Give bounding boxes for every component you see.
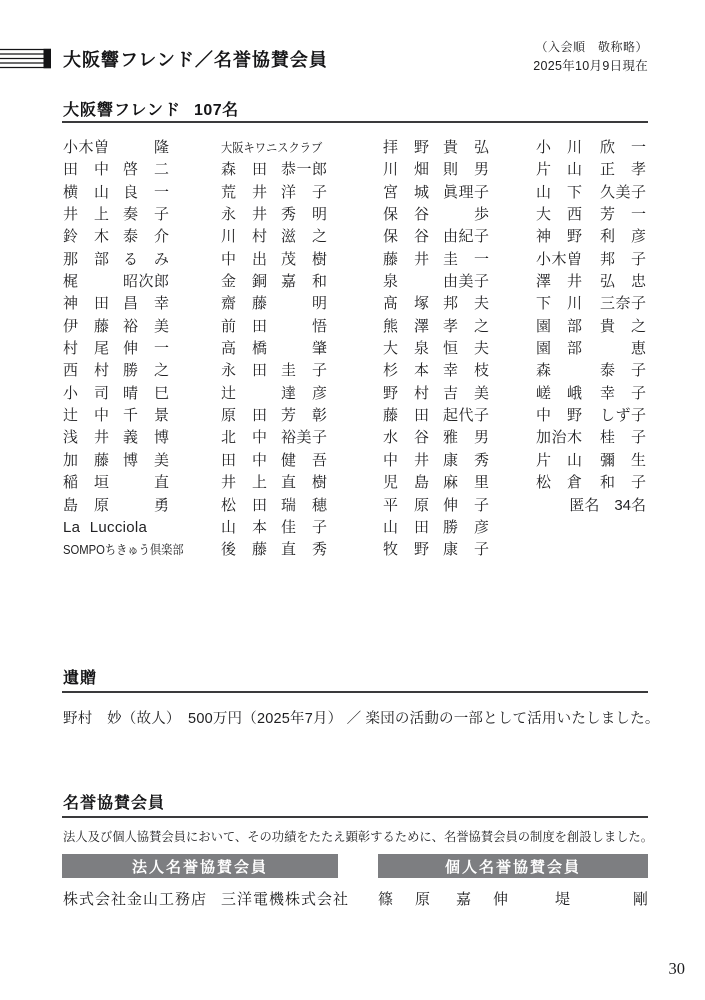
member-family-name: 園部 bbox=[536, 317, 582, 335]
member-name bbox=[383, 383, 489, 405]
honorary-member-name bbox=[518, 888, 648, 909]
music-staff-icon bbox=[0, 47, 54, 76]
member-family-name: 辻中 bbox=[63, 407, 109, 425]
corporate-honorary-members bbox=[63, 888, 349, 909]
header-notes bbox=[533, 40, 648, 74]
member-name bbox=[221, 271, 327, 293]
member-given-name: 佳子 bbox=[281, 518, 327, 536]
member-given-name: 圭子 bbox=[281, 362, 327, 380]
member-family-name: 山本 bbox=[221, 518, 267, 536]
member-given-name: 直秀 bbox=[281, 541, 327, 559]
member-given-name: 秀明 bbox=[281, 206, 327, 224]
bequest-text: 野村 妙（故人） 500万円（2025年7月） ／ 楽団の活動の一部として活用いたしました。 bbox=[63, 711, 660, 727]
member-name bbox=[221, 360, 327, 382]
member-given-name: 圭一 bbox=[443, 250, 489, 268]
member-name bbox=[221, 472, 327, 494]
member-name bbox=[221, 539, 327, 561]
member-family-name: 那部 bbox=[63, 250, 109, 268]
member-family-name: 松倉 bbox=[536, 474, 582, 492]
member-name bbox=[221, 159, 327, 181]
member-given-name: 啓二 bbox=[123, 161, 169, 179]
member-family-name: 小川 bbox=[536, 139, 582, 156]
member-family-name: 井上 bbox=[221, 474, 267, 492]
member-family-name: 澤井 bbox=[536, 273, 582, 291]
member-family-name: 川村 bbox=[221, 228, 267, 246]
member-given-name: 由紀子 bbox=[443, 228, 489, 246]
friends-heading-label: 大阪響フレンド bbox=[63, 102, 181, 119]
friends-columns bbox=[63, 137, 649, 567]
member-name bbox=[383, 495, 489, 517]
member-family-name: 加藤 bbox=[63, 451, 109, 469]
member-name bbox=[536, 405, 646, 427]
member-family-name: 島原 bbox=[63, 496, 109, 514]
member-family-name: 田中 bbox=[221, 451, 267, 469]
member-family-name: 保谷 bbox=[383, 228, 429, 246]
corporate-member-name: 三洋電機株式会社 bbox=[221, 891, 350, 908]
member-given-name: 三奈子 bbox=[600, 295, 646, 313]
member-name: SOMPOちきゅう倶楽部 bbox=[63, 543, 184, 558]
member-family-name: 梶 bbox=[63, 273, 79, 291]
member-given-name: 恵 bbox=[630, 340, 646, 358]
member-name bbox=[383, 539, 489, 561]
member-name bbox=[221, 450, 327, 472]
member-name: La Lucciola bbox=[63, 518, 148, 536]
member-family-name: 西村 bbox=[63, 362, 109, 380]
member-family-name: 杉本 bbox=[383, 362, 429, 380]
member-given-name: 恭一郎 bbox=[281, 161, 327, 179]
member-name bbox=[383, 204, 489, 226]
member-family-name: 篠原 bbox=[378, 891, 430, 908]
member-given-name: 勝之 bbox=[123, 362, 169, 380]
individual-honorary-bar bbox=[378, 854, 648, 878]
member-given-name: 孝之 bbox=[443, 317, 489, 335]
member-name bbox=[63, 338, 169, 360]
member-name bbox=[383, 137, 489, 159]
member-family-name: 泉 bbox=[383, 273, 399, 291]
member-given-name: 芳一 bbox=[600, 206, 646, 224]
member-name bbox=[63, 360, 169, 382]
member-given-name: 和子 bbox=[600, 474, 646, 492]
member-family-name: 後藤 bbox=[221, 541, 267, 559]
member-given-name: 直樹 bbox=[281, 474, 327, 492]
member-family-name: 小司 bbox=[63, 384, 109, 402]
member-given-name: 眞理子 bbox=[443, 183, 489, 201]
member-family-name: 永田 bbox=[221, 362, 267, 380]
member-given-name: 起代子 bbox=[443, 407, 489, 425]
member-name bbox=[221, 182, 327, 204]
member-name bbox=[63, 383, 169, 405]
member-family-name: 田中 bbox=[63, 161, 109, 179]
member-name bbox=[383, 360, 489, 382]
member-family-name: 齋藤 bbox=[221, 295, 267, 313]
member-name bbox=[221, 405, 327, 427]
member-given-name: 義博 bbox=[123, 429, 169, 447]
member-name bbox=[536, 472, 646, 494]
member-given-name: 隆 bbox=[153, 139, 169, 156]
member-name bbox=[63, 450, 169, 472]
member-given-name: 勝彦 bbox=[443, 518, 489, 536]
member-given-name: 康子 bbox=[443, 541, 489, 559]
member-name: 匿名 34名 bbox=[569, 496, 646, 514]
honorary-member-name bbox=[378, 888, 508, 909]
member-name bbox=[221, 517, 327, 539]
member-given-name: 恒夫 bbox=[443, 340, 489, 358]
member-given-name: 幸枝 bbox=[443, 362, 489, 380]
member-name bbox=[383, 159, 489, 181]
member-name bbox=[536, 271, 646, 293]
member-family-name: 髙塚 bbox=[383, 295, 429, 313]
member-name bbox=[383, 271, 489, 293]
member-name bbox=[536, 249, 646, 271]
member-given-name: 千景 bbox=[123, 407, 169, 425]
member-family-name: 片山 bbox=[536, 161, 582, 179]
member-name bbox=[536, 159, 646, 181]
member-name bbox=[383, 472, 489, 494]
member-given-name: 健吾 bbox=[281, 451, 327, 469]
member-given-name: 瑞穂 bbox=[281, 496, 327, 514]
member-name bbox=[536, 450, 646, 472]
member-given-name: 歩 bbox=[473, 206, 489, 224]
member-name bbox=[63, 226, 169, 248]
member-name bbox=[536, 338, 646, 360]
member-family-name: 山田 bbox=[383, 518, 429, 536]
member-family-name: 園部 bbox=[536, 340, 582, 358]
member-name bbox=[221, 495, 327, 517]
member-family-name: 松田 bbox=[221, 496, 267, 514]
member-given-name: 康秀 bbox=[443, 451, 489, 469]
member-name bbox=[536, 204, 646, 226]
member-given-name: 茂樹 bbox=[281, 250, 327, 268]
member-given-name: 則男 bbox=[443, 161, 489, 179]
member-family-name: 原田 bbox=[221, 407, 267, 425]
member-given-name: 博美 bbox=[123, 451, 169, 469]
member-given-name: 洋子 bbox=[281, 183, 327, 201]
member-name bbox=[383, 450, 489, 472]
member-name bbox=[63, 472, 169, 494]
as-of-date: 2025年10月9日現在 bbox=[533, 58, 648, 73]
member-family-name: 大西 bbox=[536, 206, 582, 224]
member-family-name: 金銅 bbox=[221, 273, 267, 291]
member-name: 大阪キワニスクラブ bbox=[221, 141, 323, 155]
bequest-section-heading: 遺贈 bbox=[63, 670, 98, 687]
member-family-name: 小木曽 bbox=[63, 139, 109, 156]
member-given-name: 明 bbox=[311, 295, 327, 313]
member-given-name: 裕美子 bbox=[281, 429, 327, 447]
member-name bbox=[63, 249, 169, 271]
member-name bbox=[63, 137, 169, 159]
member-name bbox=[63, 182, 169, 204]
member-family-name: 中出 bbox=[221, 250, 267, 268]
member-given-name: 滋之 bbox=[281, 228, 327, 246]
member-given-name: 幸子 bbox=[600, 384, 646, 402]
member-name bbox=[63, 316, 169, 338]
member-given-name: 邦子 bbox=[600, 250, 646, 268]
member-name bbox=[221, 427, 327, 449]
member-name bbox=[383, 249, 489, 271]
membership-order-note: （入会順 敬称略） bbox=[535, 40, 648, 54]
member-name bbox=[221, 293, 327, 315]
member-name bbox=[63, 427, 169, 449]
member-given-name: 昭次郎 bbox=[123, 273, 169, 291]
member-name bbox=[63, 405, 169, 427]
member-given-name: 伸一 bbox=[123, 340, 169, 358]
member-given-name: 嘉伸 bbox=[456, 891, 508, 908]
member-family-name: 児島 bbox=[383, 474, 429, 492]
member-family-name: 平原 bbox=[383, 496, 429, 514]
individual-honorary-members bbox=[378, 888, 648, 909]
member-name bbox=[536, 137, 646, 159]
member-family-name: 森田 bbox=[221, 161, 267, 179]
member-name bbox=[221, 338, 327, 360]
member-name bbox=[383, 182, 489, 204]
member-given-name: 晴巳 bbox=[123, 384, 169, 402]
member-family-name: 大泉 bbox=[383, 340, 429, 358]
member-name bbox=[383, 226, 489, 248]
member-given-name: 勇 bbox=[153, 496, 169, 514]
member-name bbox=[221, 383, 327, 405]
member-family-name: 神野 bbox=[536, 228, 582, 246]
member-name bbox=[536, 427, 646, 449]
member-given-name: 彌生 bbox=[600, 451, 646, 469]
corporate-honorary-bar bbox=[62, 854, 338, 878]
friends-column-1 bbox=[63, 137, 184, 562]
friends-member-count: 107名 bbox=[193, 102, 239, 119]
member-given-name: 伸子 bbox=[443, 496, 489, 514]
member-given-name: 悟 bbox=[311, 317, 327, 335]
member-family-name: 下川 bbox=[536, 295, 582, 313]
member-family-name: 北中 bbox=[221, 429, 267, 447]
corporate-member-name: 株式会社金山工務店 bbox=[63, 891, 208, 908]
member-family-name: 山下 bbox=[536, 183, 582, 201]
member-family-name: 片山 bbox=[536, 451, 582, 469]
honorary-section-heading: 名誉協賛会員 bbox=[63, 795, 166, 812]
member-family-name: 宮城 bbox=[383, 183, 429, 201]
member-name bbox=[63, 293, 169, 315]
friends-section-heading bbox=[63, 97, 239, 120]
member-given-name: 泰介 bbox=[123, 228, 169, 246]
member-name bbox=[221, 204, 327, 226]
member-given-name: 欣一 bbox=[600, 139, 646, 156]
member-given-name: 邦夫 bbox=[443, 295, 489, 313]
member-given-name: 麻里 bbox=[443, 474, 489, 492]
member-given-name: 貴之 bbox=[600, 317, 646, 335]
member-given-name: 貴弘 bbox=[443, 139, 489, 156]
member-name bbox=[536, 316, 646, 338]
member-name bbox=[383, 405, 489, 427]
member-family-name: 藤田 bbox=[383, 407, 429, 425]
bequest-section-rule bbox=[62, 691, 648, 693]
member-family-name: 藤井 bbox=[383, 250, 429, 268]
member-family-name: 浅井 bbox=[63, 429, 109, 447]
member-name bbox=[536, 226, 646, 248]
member-given-name: 達彦 bbox=[281, 384, 327, 402]
member-name bbox=[63, 271, 169, 293]
member-given-name: 雅男 bbox=[443, 429, 489, 447]
friends-column-4 bbox=[536, 137, 646, 517]
member-given-name: 吉美 bbox=[443, 384, 489, 402]
member-family-name: 森 bbox=[536, 362, 552, 380]
member-given-name: 昌幸 bbox=[123, 295, 169, 313]
member-family-name: 牧野 bbox=[383, 541, 429, 559]
member-name bbox=[536, 293, 646, 315]
member-family-name: 永井 bbox=[221, 206, 267, 224]
friends-column-2 bbox=[221, 137, 327, 562]
member-given-name: 良一 bbox=[123, 183, 169, 201]
member-family-name: 高橋 bbox=[221, 340, 267, 358]
member-family-name: 嵯峨 bbox=[536, 384, 582, 402]
honorary-description: 法人及び個人協賛会員において、その功績をたたえ顕彰するために、名誉協賛会員の制度を創設しました。 bbox=[63, 830, 654, 844]
member-family-name: 拝野 bbox=[383, 139, 429, 156]
member-given-name: 泰子 bbox=[600, 362, 646, 380]
page-number: 30 bbox=[668, 959, 685, 978]
individual-honorary-bar-label: 個人名誉協賛会員 bbox=[444, 858, 581, 876]
member-family-name: 野村 bbox=[383, 384, 429, 402]
member-name bbox=[383, 517, 489, 539]
friends-column-3 bbox=[383, 137, 489, 562]
member-family-name: 辻 bbox=[221, 384, 237, 402]
member-given-name: 由美子 bbox=[443, 273, 489, 291]
member-given-name: 弘忠 bbox=[600, 273, 646, 291]
member-family-name: 村尾 bbox=[63, 340, 109, 358]
member-family-name: 堤 bbox=[554, 891, 570, 908]
page-title: 大阪響フレンド／名誉協賛会員 bbox=[63, 50, 328, 70]
member-given-name: 剛 bbox=[632, 891, 648, 908]
member-given-name: 嘉和 bbox=[281, 273, 327, 291]
member-name bbox=[63, 495, 169, 517]
member-family-name: 小木曽 bbox=[536, 250, 582, 268]
member-family-name: 前田 bbox=[221, 317, 267, 335]
member-name bbox=[383, 316, 489, 338]
member-given-name: 芳彰 bbox=[281, 407, 327, 425]
member-family-name: 横山 bbox=[63, 183, 109, 201]
member-given-name: 桂子 bbox=[600, 429, 646, 447]
member-name bbox=[536, 182, 646, 204]
member-family-name: 中野 bbox=[536, 407, 582, 425]
member-family-name: 川畑 bbox=[383, 161, 429, 179]
member-name bbox=[221, 226, 327, 248]
member-given-name: るみ bbox=[123, 250, 169, 268]
member-family-name: 神田 bbox=[63, 295, 109, 313]
member-family-name: 伊藤 bbox=[63, 317, 109, 335]
member-given-name: 直 bbox=[153, 474, 169, 492]
member-given-name: 正孝 bbox=[600, 161, 646, 179]
member-family-name: 中井 bbox=[383, 451, 429, 469]
member-family-name: 熊澤 bbox=[383, 317, 429, 335]
member-family-name: 加治木 bbox=[536, 429, 582, 447]
member-given-name: 利彦 bbox=[600, 228, 646, 246]
member-name bbox=[63, 159, 169, 181]
member-given-name: 久美子 bbox=[600, 183, 646, 201]
member-name bbox=[536, 360, 646, 382]
member-family-name: 鈴木 bbox=[63, 228, 109, 246]
member-given-name: 奏子 bbox=[123, 206, 169, 224]
member-name bbox=[383, 338, 489, 360]
member-given-name: 肇 bbox=[311, 340, 327, 358]
member-name bbox=[536, 383, 646, 405]
member-family-name: 井上 bbox=[63, 206, 109, 224]
friends-section-rule bbox=[62, 121, 648, 123]
member-name bbox=[383, 427, 489, 449]
member-given-name: 裕美 bbox=[123, 317, 169, 335]
honorary-section-rule bbox=[62, 816, 648, 818]
member-name bbox=[63, 204, 169, 226]
member-family-name: 保谷 bbox=[383, 206, 429, 224]
member-name bbox=[221, 316, 327, 338]
member-given-name: しず子 bbox=[600, 407, 646, 425]
corporate-honorary-bar-label: 法人名誉協賛会員 bbox=[131, 858, 268, 876]
member-family-name: 水谷 bbox=[383, 429, 429, 447]
member-family-name: 稲垣 bbox=[63, 474, 109, 492]
member-name bbox=[383, 293, 489, 315]
member-family-name: 荒井 bbox=[221, 183, 267, 201]
member-name bbox=[221, 249, 327, 271]
